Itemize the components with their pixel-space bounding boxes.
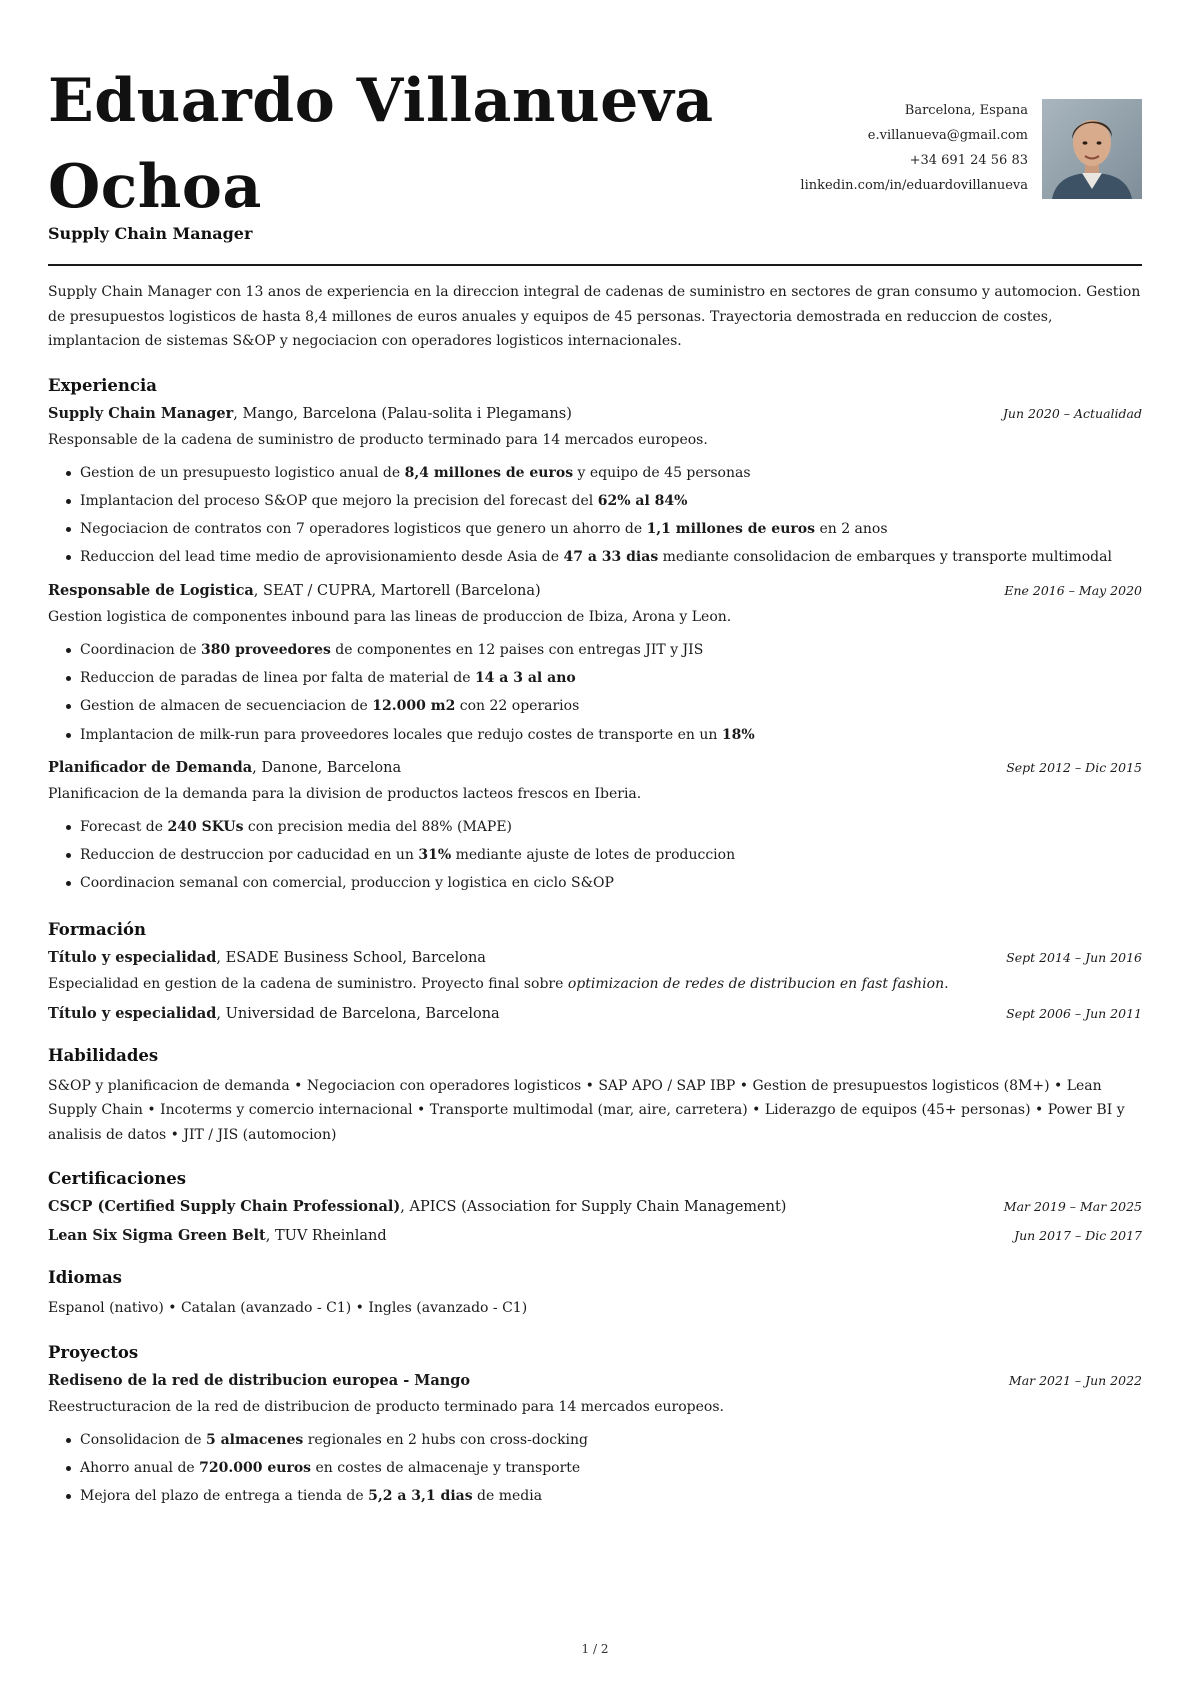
job-dates: Sept 2012 – Dic 2015 bbox=[1006, 759, 1142, 775]
certification-dates: Jun 2017 – Dic 2017 bbox=[1014, 1228, 1142, 1244]
resume-page bbox=[48, 0, 1142, 1683]
experience-entry bbox=[48, 404, 1142, 572]
bullet-item: Negociacion de contratos con 7 operadores logisticos que genero un ahorro de 1,1 millones de euros en 2 anos bbox=[48, 515, 1142, 543]
resume-header bbox=[48, 52, 1142, 222]
certification-name: Lean Six Sigma Green Belt bbox=[48, 1227, 266, 1245]
contact-block bbox=[800, 98, 1028, 198]
education-degree: Título y especialidad bbox=[48, 948, 217, 966]
section-title-skills: Habilidades bbox=[48, 1045, 159, 1065]
education-desc-italic: optimizacion de redes de distribucion en fast fashion bbox=[567, 975, 945, 992]
languages-list: Espanol (nativo) • Catalan (avanzado - C1) • Ingles (avanzado - C1) bbox=[48, 1300, 528, 1317]
job-company: , Mango, Barcelona (Palau-solita i Plegamans) bbox=[233, 405, 572, 422]
contact-location: Barcelona, Espana bbox=[904, 103, 1028, 118]
header-divider bbox=[48, 264, 1142, 266]
candidate-name: Eduardo Villanueva Ochoa bbox=[48, 66, 714, 222]
contact-linkedin[interactable]: linkedin.com/in/eduardovillanueva bbox=[800, 178, 1028, 193]
certification-entry bbox=[48, 1226, 1142, 1246]
bullet-item: Reduccion de destruccion por caducidad en un 31% mediante ajuste de lotes de produccion bbox=[48, 841, 1142, 869]
bullet-item: Mejora del plazo de entrega a tienda de 5,2 a 3,1 dias de media bbox=[48, 1482, 1142, 1510]
job-role: Responsable de Logistica bbox=[48, 581, 254, 599]
experience-list bbox=[48, 404, 1142, 898]
contact-email[interactable]: e.villanueva@gmail.com bbox=[867, 128, 1028, 143]
job-description: Planificacion de la demanda para la division de productos lacteos frescos en Iberia. bbox=[48, 785, 642, 802]
bullet-item: Implantacion de milk-run para proveedores locales que redujo costes de transporte en un 18% bbox=[48, 721, 1142, 749]
section-title-projects: Proyectos bbox=[48, 1342, 139, 1362]
project-dates: Mar 2021 – Jun 2022 bbox=[1008, 1372, 1142, 1388]
certification-dates: Mar 2019 – Mar 2025 bbox=[1003, 1199, 1142, 1215]
profile-photo bbox=[1042, 99, 1142, 199]
certification-org: , TUV Rheinland bbox=[265, 1228, 387, 1245]
bullet-item: Gestion de un presupuesto logistico anual de 8,4 millones de euros y equipo de 45 personas bbox=[48, 459, 1142, 487]
education-desc-text: Especialidad en gestion de la cadena de suministro. Proyecto final sobre bbox=[48, 975, 568, 992]
job-bullets bbox=[48, 459, 1142, 572]
certification-org: , APICS (Association for Supply Chain Management) bbox=[400, 1199, 787, 1216]
certification-name: CSCP (Certified Supply Chain Professional) bbox=[48, 1198, 401, 1216]
bullet-item: Consolidacion de 5 almacenes regionales en 2 hubs con cross-docking bbox=[48, 1426, 1142, 1454]
section-title-experience: Experiencia bbox=[48, 375, 157, 395]
education-dates: Sept 2006 – Jun 2011 bbox=[1006, 1005, 1142, 1021]
page-number: 1 / 2 bbox=[581, 1642, 609, 1656]
education-school: , ESADE Business School, Barcelona bbox=[216, 949, 486, 966]
job-bullets bbox=[48, 636, 1142, 749]
project-entry bbox=[48, 1371, 1142, 1511]
bullet-item: Forecast de 240 SKUs con precision media del 88% (MAPE) bbox=[48, 813, 1142, 841]
project-name: Rediseno de la red de distribucion europea - Mango bbox=[48, 1371, 471, 1389]
certification-entry bbox=[48, 1197, 1142, 1217]
bullet-item: Gestion de almacen de secuenciacion de 12.000 m2 con 22 operarios bbox=[48, 692, 1142, 720]
education-entry bbox=[48, 948, 1142, 995]
job-role: Planificador de Demanda bbox=[48, 758, 253, 776]
bullet-item: Ahorro anual de 720.000 euros en costes de almacenaje y transporte bbox=[48, 1454, 1142, 1482]
job-title: Supply Chain Manager bbox=[48, 224, 253, 243]
skills-list: S&OP y planificacion de demanda • Negociacion con operadores logisticos • SAP APO / SAP IBP • Gestion de presupuestos logisticos (8M+) • Lean Supply Chain • Incoterms y comercio internacional • Transporte multimodal (mar, aire, carretera) • Liderazgo de equipos (45+ personas) • Power BI y analisis de datos • JIT / JIS (automocion) bbox=[48, 1077, 1125, 1143]
contact-phone[interactable]: +34 691 24 56 83 bbox=[909, 153, 1028, 168]
section-title-education: Formación bbox=[48, 919, 146, 939]
job-dates: Jun 2020 – Actualidad bbox=[1002, 405, 1142, 421]
bullet-item: Reduccion del lead time medio de aprovisionamiento desde Asia de 47 a 33 dias mediante consolidacion de embarques y transporte multimodal bbox=[48, 543, 1142, 571]
job-role: Supply Chain Manager bbox=[48, 404, 234, 422]
education-degree: Título y especialidad bbox=[48, 1004, 217, 1022]
project-description: Reestructuracion de la red de distribucion de producto terminado para 14 mercados europeos. bbox=[48, 1398, 724, 1415]
profile-summary: Supply Chain Manager con 13 anos de experiencia en la direccion integral de cadenas de suministro en sectores de gran consumo y automocion. Gestion de presupuestos logisticos de hasta 8,4 millones de euros anuales y equipos de 45 personas. Trayectoria demostrada en reduccion de costes, implantacion de sistemas S&OP y negociacion con operadores logisticos internacionales. bbox=[48, 284, 1141, 349]
portrait-image bbox=[1042, 99, 1142, 199]
experience-entry bbox=[48, 581, 1142, 749]
bullet-item: Reduccion de paradas de linea por falta de material de 14 a 3 al ano bbox=[48, 664, 1142, 692]
experience-entry bbox=[48, 758, 1142, 898]
education-desc-end: . bbox=[944, 975, 949, 992]
job-description: Gestion logistica de componentes inbound para las lineas de produccion de Ibiza, Arona y Leon. bbox=[48, 608, 732, 625]
job-company: , Danone, Barcelona bbox=[252, 759, 402, 776]
bullet-item: Coordinacion de 380 proveedores de componentes en 12 paises con entregas JIT y JIS bbox=[48, 636, 1142, 664]
job-description: Responsable de la cadena de suministro de producto terminado para 14 mercados europeos. bbox=[48, 431, 708, 448]
education-school: , Universidad de Barcelona, Barcelona bbox=[216, 1005, 500, 1022]
section-title-certifications: Certificaciones bbox=[48, 1169, 187, 1189]
job-dates: Ene 2016 – May 2020 bbox=[1004, 582, 1142, 598]
project-bullets bbox=[48, 1426, 1142, 1511]
education-dates: Sept 2014 – Jun 2016 bbox=[1006, 949, 1142, 965]
job-company: , SEAT / CUPRA, Martorell (Barcelona) bbox=[253, 582, 541, 599]
resume-content bbox=[48, 280, 1142, 1520]
section-title-languages: Idiomas bbox=[48, 1268, 122, 1288]
bullet-item: Coordinacion semanal con comercial, produccion y logistica en ciclo S&OP bbox=[48, 869, 1142, 897]
bullet-item: Implantacion del proceso S&OP que mejoro la precision del forecast del 62% al 84% bbox=[48, 487, 1142, 515]
education-entry bbox=[48, 1004, 1142, 1024]
education-description bbox=[48, 973, 1142, 995]
job-bullets bbox=[48, 813, 1142, 898]
